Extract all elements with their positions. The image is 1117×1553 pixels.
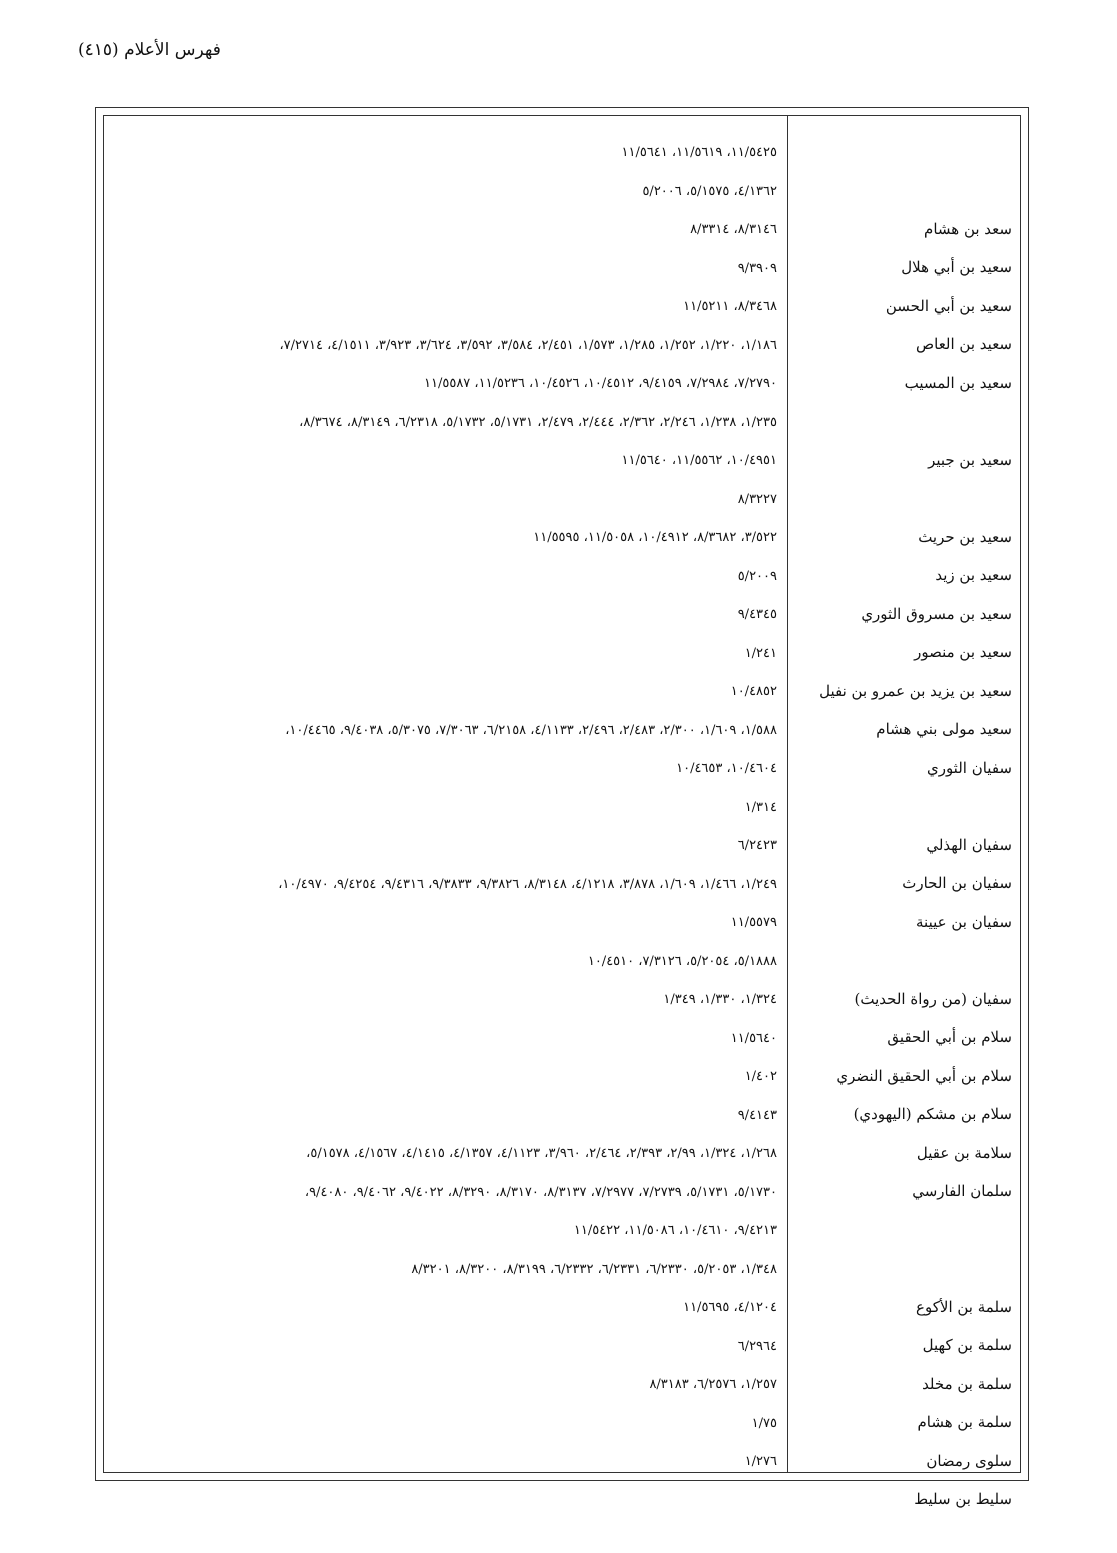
index-reference-line: ١٠/٤٦٠٤، ١٠/٤٦٥٣ (676, 761, 777, 776)
index-reference-line: ١١/٥٤٢٥، ١١/٥٦١٩، ١١/٥٦٤١ (621, 145, 777, 160)
column-divider (787, 115, 788, 1473)
index-reference-line: ٥/١٧٣٠، ٥/١٧٣١، ٧/٢٧٣٩، ٧/٢٩٧٧، ٨/٣١٣٧، ٨/٣١٧٠، ٨/٣٢٩٠، ٩/٤٠٢٢، ٩/٤٠٦٢، ٩/٤٠٨٠، (304, 1184, 777, 1200)
index-name: سفيان بن الحارث (902, 874, 1012, 892)
index-name: سعيد بن المسيب (904, 373, 1012, 392)
index-reference-line: ٦/٢٩٦٤ (737, 1338, 777, 1354)
index-name: سفيان بن عيينة (916, 912, 1012, 931)
index-name: سعيد بن يزيد بن عمرو بن نفيل (819, 681, 1012, 700)
page-number: (٤١٥) (78, 40, 119, 60)
index-reference-line: ٤/١٢٠٤، ١١/٥٦٩٥ (683, 1300, 777, 1315)
index-reference-line: ٦/٢٤٢٣ (737, 838, 777, 853)
index-name: سعيد بن جبير (928, 450, 1012, 469)
index-reference-line: ٥/١٨٨٨، ٥/٢٠٥٤، ٧/٣١٢٦، ١٠/٤٥١٠ (587, 953, 777, 969)
index-reference-line: ١/٣١٤ (744, 799, 777, 815)
index-name: سلام بن أبي الحقيق النضري (836, 1066, 1012, 1085)
index-reference-line: ٥/٢٠٠٩ (737, 568, 777, 584)
index-reference-line: ١/٢٤١ (744, 645, 777, 661)
index-name: سعيد بن زيد (935, 566, 1012, 584)
index-name: سلوى رمضان (926, 1451, 1012, 1470)
index-name: سليط بن سليط (914, 1490, 1012, 1508)
index-name: سفيان الثوري (926, 758, 1012, 777)
index-reference-line: ١/٢٥٧، ٦/٢٥٧٦، ٨/٣١٨٣ (649, 1377, 777, 1392)
index-reference-line: ١/٥٨٨، ١/٦٠٩، ٢/٣٠٠، ٢/٤٨٣، ٢/٤٩٦، ٤/١١٣٣، ٦/٢١٥٨، ٧/٣٠٦٣، ٥/٣٠٧٥، ٩/٤٠٣٨، ١٠/٤٤٦٥، (285, 722, 777, 738)
index-name: سلام بن أبي الحقيق (887, 1028, 1012, 1046)
index-name: سلام بن مشكم (اليهودي) (853, 1105, 1012, 1123)
index-reference-line: ١/٧٥ (751, 1415, 777, 1431)
index-reference-line: ١١/٥٥٧٩ (730, 915, 777, 930)
index-name: سعيد بن مسروق الثوري (861, 604, 1012, 623)
index-name: سعد بن هشام (924, 219, 1012, 238)
index-reference-line: ١/٣٢٤، ١/٣٣٠، ١/٣٤٩ (663, 992, 777, 1007)
index-name: سعيد بن منصور (914, 643, 1012, 661)
index-name: سلمان الفارسي (912, 1182, 1012, 1200)
index-reference-line: ٨/٣٢٢٧ (737, 491, 777, 507)
index-name: سلمة بن مخلد (922, 1374, 1012, 1393)
index-reference-line: ١٠/٤٩٥١، ١١/٥٥٦٢، ١١/٥٦٤٠ (621, 453, 777, 468)
index-reference-line: ١/١٨٦، ١/٢٢٠، ١/٢٥٢، ١/٢٨٥، ١/٥٧٣، ٢/٤٥١، ٣/٥٨٤، ٣/٥٩٢، ٣/٦٢٤، ٣/٩٢٣، ٤/١٥١١، ٧/٢٧١٤، (279, 337, 777, 353)
index-name: سفيان (من رواة الحديث) (854, 989, 1012, 1008)
index-reference-line: ١/٢٣٥، ١/٢٣٨، ٢/٢٤٦، ٢/٣٦٢، ٢/٤٤٤، ٢/٤٧٩، ٥/١٧٣١، ٥/١٧٣٢، ٦/٢٣١٨، ٨/٣١٤٩، ٨/٣٦٧٤، (299, 414, 777, 430)
index-name: سعيد بن أبي هلال (901, 258, 1012, 276)
index-title: فهرس الأعلام (124, 40, 221, 60)
index-reference-line: ١/٣٤٨، ٥/٢٠٥٣، ٦/٢٣٣٠، ٦/٢٣٣١، ٦/٢٣٣٢، ٨/٣١٩٩، ٨/٣٢٠٠، ٨/٣٢٠١ (411, 1261, 777, 1277)
index-name: سلمة بن الأكوع (916, 1297, 1012, 1316)
index-name: سعيد بن العاص (915, 335, 1012, 353)
index-name: سلمة بن هشام (917, 1413, 1012, 1431)
index-reference-line: ٨/٣٤٦٨، ١١/٥٢١١ (683, 299, 777, 314)
index-name: سفيان الهذلي (926, 835, 1012, 854)
page-header (78, 40, 221, 60)
index-reference-line: ٩/٤٣٤٥ (737, 607, 777, 622)
index-reference-line: ١١/٥٦٤٠ (730, 1030, 777, 1046)
index-reference-line: ٨/٣١٤٦، ٨/٣٣١٤ (690, 222, 777, 237)
index-reference-line: ١/٢٤٩، ١/٤٦٦، ١/٦٠٩، ٣/٨٧٨، ٤/١٢١٨، ٨/٣١٤٨، ٩/٣٨٢٦، ٩/٣٨٣٣، ٩/٤٣١٦، ٩/٤٢٥٤، ١٠/٤٩٧٠، (278, 876, 777, 892)
index-reference-line: ١/٤٠٢ (744, 1069, 777, 1084)
index-name: سلامة بن عقيل (916, 1143, 1012, 1162)
index-reference-line: ٩/٤٢١٣، ١٠/٤٦١٠، ١١/٥٠٨٦، ١١/٥٤٢٢ (573, 1223, 777, 1238)
index-reference-line: ٩/٤١٤٣ (737, 1107, 777, 1123)
index-name: سلمة بن كهيل (922, 1336, 1012, 1354)
index-reference-line: ١/٢٧٦ (744, 1454, 777, 1469)
index-reference-line: ١/٢٦٨، ١/٣٢٤، ٢/٩٩، ٢/٣٩٣، ٢/٤٦٤، ٣/٩٦٠، ٤/١١٢٣، ٤/١٣٥٧، ٤/١٤١٥، ٤/١٥٦٧، ٥/١٥٧٨، (306, 1146, 777, 1161)
index-name: سعيد مولى بني هشام (876, 720, 1012, 738)
index-reference-line: ٩/٣٩٠٩ (737, 260, 777, 276)
index-name: سعيد بن أبي الحسن (885, 296, 1012, 315)
index-reference-line: ٧/٢٧٩٠، ٧/٢٩٨٤، ٩/٤١٥٩، ١٠/٤٥١٢، ١٠/٤٥٢٦، ١١/٥٢٣٦، ١١/٥٥٨٧ (424, 376, 777, 391)
index-reference-line: ٣/٥٢٢، ٨/٣٦٨٢، ١٠/٤٩١٢، ١١/٥٠٥٨، ١١/٥٥٩٥ (533, 530, 777, 545)
index-reference-line: ٤/١٣٦٢، ٥/١٥٧٥، ٥/٢٠٠٦ (642, 183, 777, 199)
index-name: سعيد بن حريث (918, 527, 1012, 546)
index-reference-line: ١٠/٤٨٥٢ (730, 684, 777, 699)
